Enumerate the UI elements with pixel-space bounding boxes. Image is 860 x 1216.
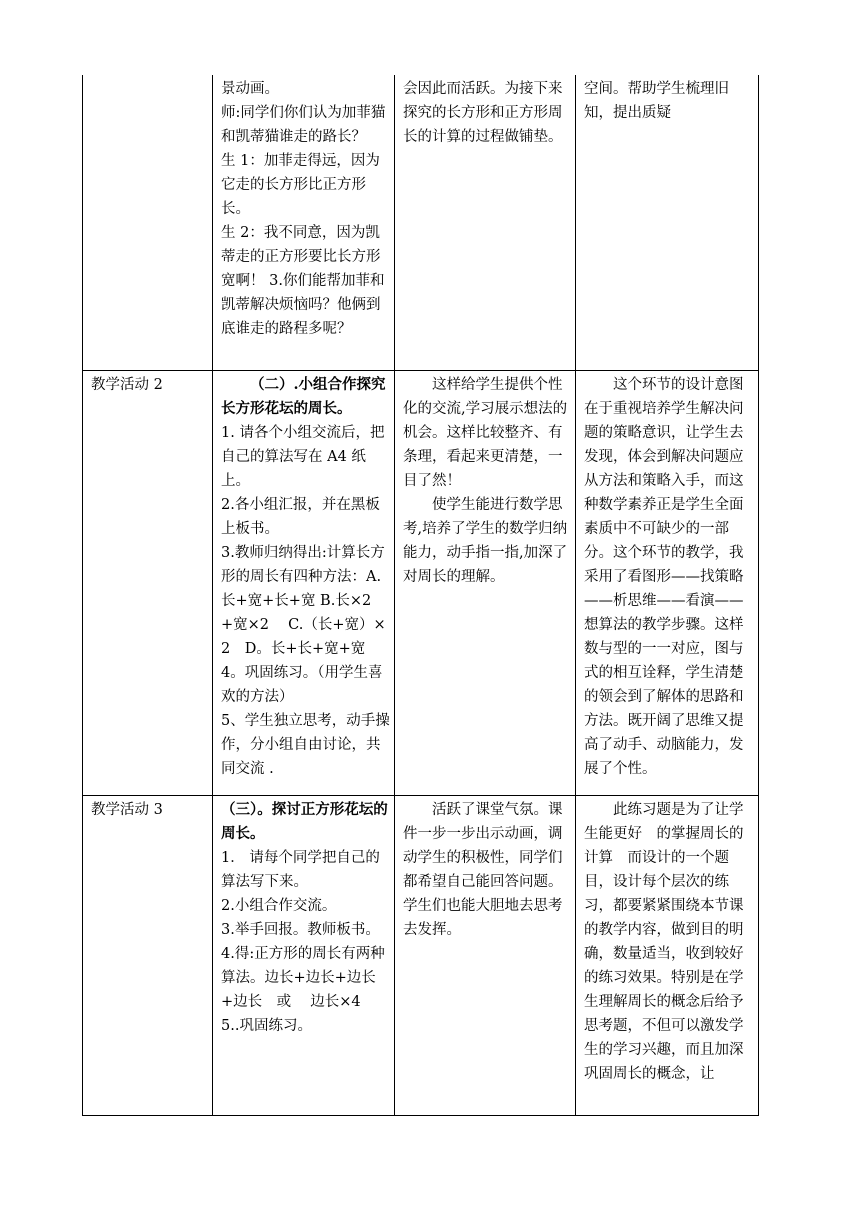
table-row <box>83 370 759 795</box>
teaching-process-cell <box>213 370 395 795</box>
design-intent-cell <box>395 370 576 795</box>
section-title: （三）。探讨正方形花坛的周长。 <box>221 800 388 842</box>
process-line: 2.各小组汇报，并在黑板上板书。 <box>221 496 380 537</box>
intent-paragraph: 这样给学生提供个性化的交流,学习展示想法的机会。这样比较整齐、有条理，看起来更清楚，一目了然！ <box>403 376 568 489</box>
section-title: （二）.小组合作探究长方形花坛的周长。 <box>221 375 386 417</box>
table-row <box>83 795 759 1115</box>
intent-paragraph: 使学生能进行数学思考,培养了学生的数学归纳能力，动手指一指,加深了对周长的理解。 <box>403 496 568 585</box>
reflection-text: 此练习题是为了让学生能更好 的掌握周长的计算 而设计的一个题目，设计每个层次的练习，都要紧紧围绕本节课的教学内容，做到目的明确，数量适当，收到较好的练习效果。特别是在学生理解周长的概念后给予思考题，不但可以激发学生的学习兴趣，而且加深巩固周长的概念，让 <box>584 801 744 1082</box>
table-row <box>83 75 759 370</box>
process-line: 生 2：我不同意，因为凯蒂走的正方形要比长方形宽啊！ 3.你们能帮加菲和凯蒂解决烦恼吗？他俩到底谁走的路程多呢？ <box>221 225 385 337</box>
design-intent-cell <box>395 795 576 1115</box>
intent-text: 活跃了课堂气氛。课件一步一步出示动画，调动学生的积极性，同学们都希望自己能回答问题。学生们也能大胆地去思考去发挥。 <box>403 801 563 938</box>
teaching-process-cell <box>213 75 395 370</box>
process-line: 1． 请每个同学把自己的算法写下来。 <box>221 849 380 890</box>
process-line: 1. 请各个小组交流后，把自己的算法写在 A4 纸上。 <box>221 424 385 489</box>
process-line: 生 1：加菲走得远，因为它走的长方形比正方形长。 <box>221 153 380 217</box>
activity-label: 教学活动 2 <box>83 370 213 795</box>
reflection-cell <box>576 75 759 370</box>
process-line: 2.小组合作交流。 <box>221 897 337 914</box>
process-line: 4。巩固练习。（用学生喜欢的方法） <box>221 664 383 705</box>
intent-text: 会因此而活跃。为接下来探究的长方形和正方形周长的计算的过程做铺垫。 <box>403 81 563 145</box>
reflection-text: 空间。帮助学生梳理旧知，提出质疑 <box>584 81 729 121</box>
teaching-process-cell <box>213 795 395 1115</box>
reflection-cell <box>576 370 759 795</box>
reflection-text: 这个环节的设计意图在于重视培养学生解决问题的策略意识，让学生去发现，体会到解决问题应从方法和策略入手，而这种数学素养正是学生全面素质中不可缺少的一部分。这个环节的教学，我采用了看图形——找策略——析思维——看演——想算法的教学步骤。这样数与型的一一对应，图与式的相互诠释，学生清楚的领会到了解体的思路和方法。既开阔了思维又提高了动手、动脑能力，发展了个性。 <box>584 376 744 777</box>
design-intent-cell <box>395 75 576 370</box>
lesson-plan-table <box>82 75 759 1116</box>
process-line: 3.举手回报。教师板书。 <box>221 921 380 938</box>
process-line: 5、学生独立思考，动手操作，分小组自由讨论，共同交流 . <box>221 712 390 777</box>
reflection-cell <box>576 795 759 1115</box>
process-line: 3.教师归纳得出:计算长方形的周长有四种方法：A.长+宽+长+宽 B.长×2+宽×2 C.（长+宽）×2 D。长+长+宽+宽 <box>221 544 386 657</box>
process-line: 师:同学们你们认为加菲猫和凯蒂猫谁走的路长？ <box>221 105 386 145</box>
activity-label: 教学活动 3 <box>83 795 213 1115</box>
process-line: 景动画。 <box>221 81 279 97</box>
process-line: 4.得:正方形的周长有两种算法。边长+边长+边长+边长 或 边长×4 <box>221 945 385 1010</box>
activity-label <box>83 75 213 370</box>
process-line: 5..巩固练习。 <box>221 1017 312 1034</box>
